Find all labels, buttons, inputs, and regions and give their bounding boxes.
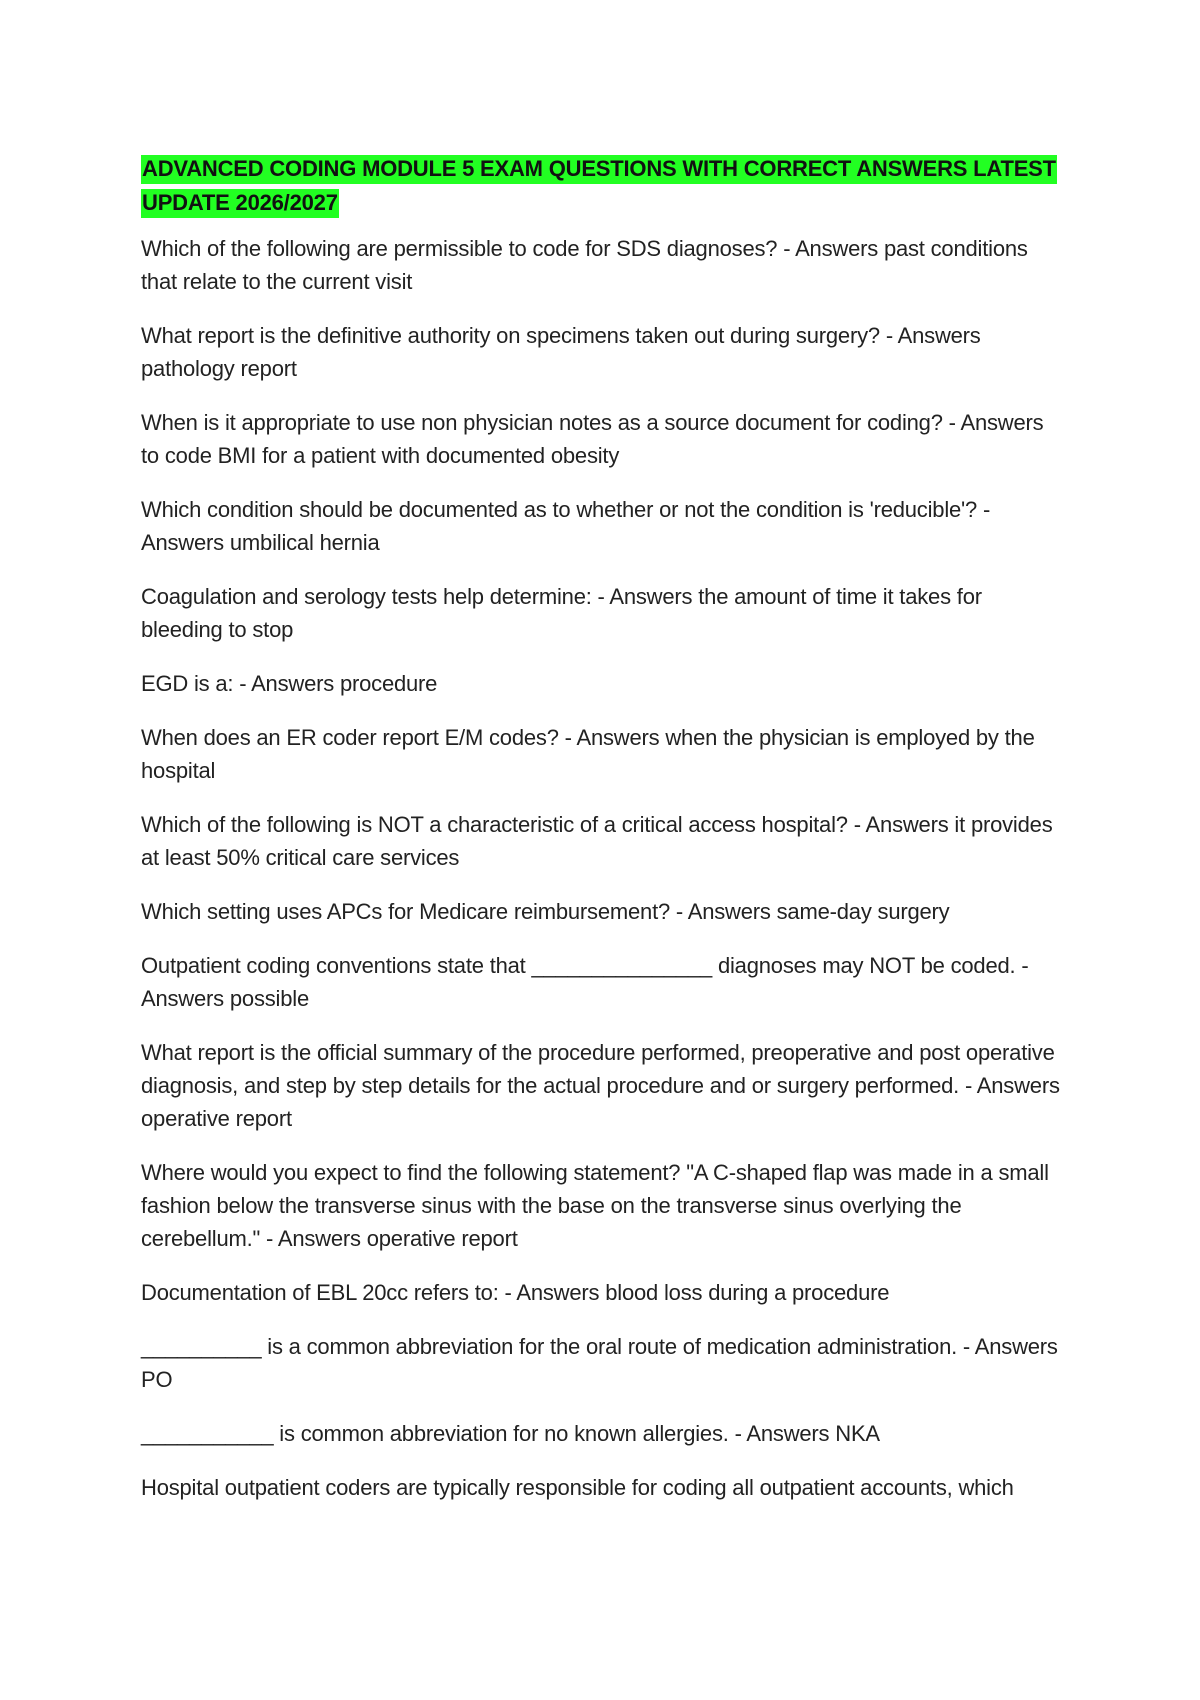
qa-item-9: Which setting uses APCs for Medicare reimbursement? - Answers same-day surgery [141, 899, 950, 924]
qa-item-5: Coagulation and serology tests help determine: - Answers the amount of time it takes for bleeding to stop [141, 584, 982, 642]
document-title [141, 152, 1061, 220]
qa-item-4: Which condition should be documented as to whether or not the condition is 'reducible'? - Answers umbilical hernia [141, 497, 991, 555]
qa-item-7: When does an ER coder report E/M codes? - Answers when the physician is employed by the hospital [141, 725, 1035, 783]
qa-item-1: Which of the following are permissible to code for SDS diagnoses? - Answers past conditions that relate to the current visit [141, 236, 1028, 294]
qa-item-10: Outpatient coding conventions state that _______________ diagnoses may NOT be coded. - Answers possible [141, 953, 1029, 1011]
qa-item-12: Where would you expect to find the following statement? "A C-shaped flap was made in a small fashion below the transverse sinus with the base on the transverse sinus overlying the cerebellum." - Answers operative report [141, 1160, 1049, 1251]
qa-item-13: Documentation of EBL 20cc refers to: - Answers blood loss during a procedure [141, 1280, 890, 1305]
qa-item-11: What report is the official summary of the procedure performed, preoperative and post operative diagnosis, and step by step details for the actual procedure and or surgery performed. - Answers operative report [141, 1040, 1060, 1131]
qa-item-14: __________ is a common abbreviation for the oral route of medication administration. - Answers PO [141, 1334, 1058, 1392]
qa-item-15: ___________ is common abbreviation for no known allergies. - Answers NKA [141, 1421, 880, 1446]
qa-item-3: When is it appropriate to use non physician notes as a source document for coding? - Answers to code BMI for a patient with documented obesity [141, 410, 1044, 468]
title-highlight: ADVANCED CODING MODULE 5 EXAM QUESTIONS WITH CORRECT ANSWERS LATEST UPDATE 2026/2027 [141, 155, 1057, 218]
document-page [141, 152, 1061, 1525]
qa-item-8: Which of the following is NOT a characteristic of a critical access hospital? - Answers it provides at least 50% critical care services [141, 812, 1053, 870]
qa-item-16: Hospital outpatient coders are typically responsible for coding all outpatient accounts, which [141, 1475, 1014, 1500]
qa-item-2: What report is the definitive authority on specimens taken out during surgery? - Answers pathology report [141, 323, 981, 381]
qa-item-6: EGD is a: - Answers procedure [141, 671, 438, 696]
